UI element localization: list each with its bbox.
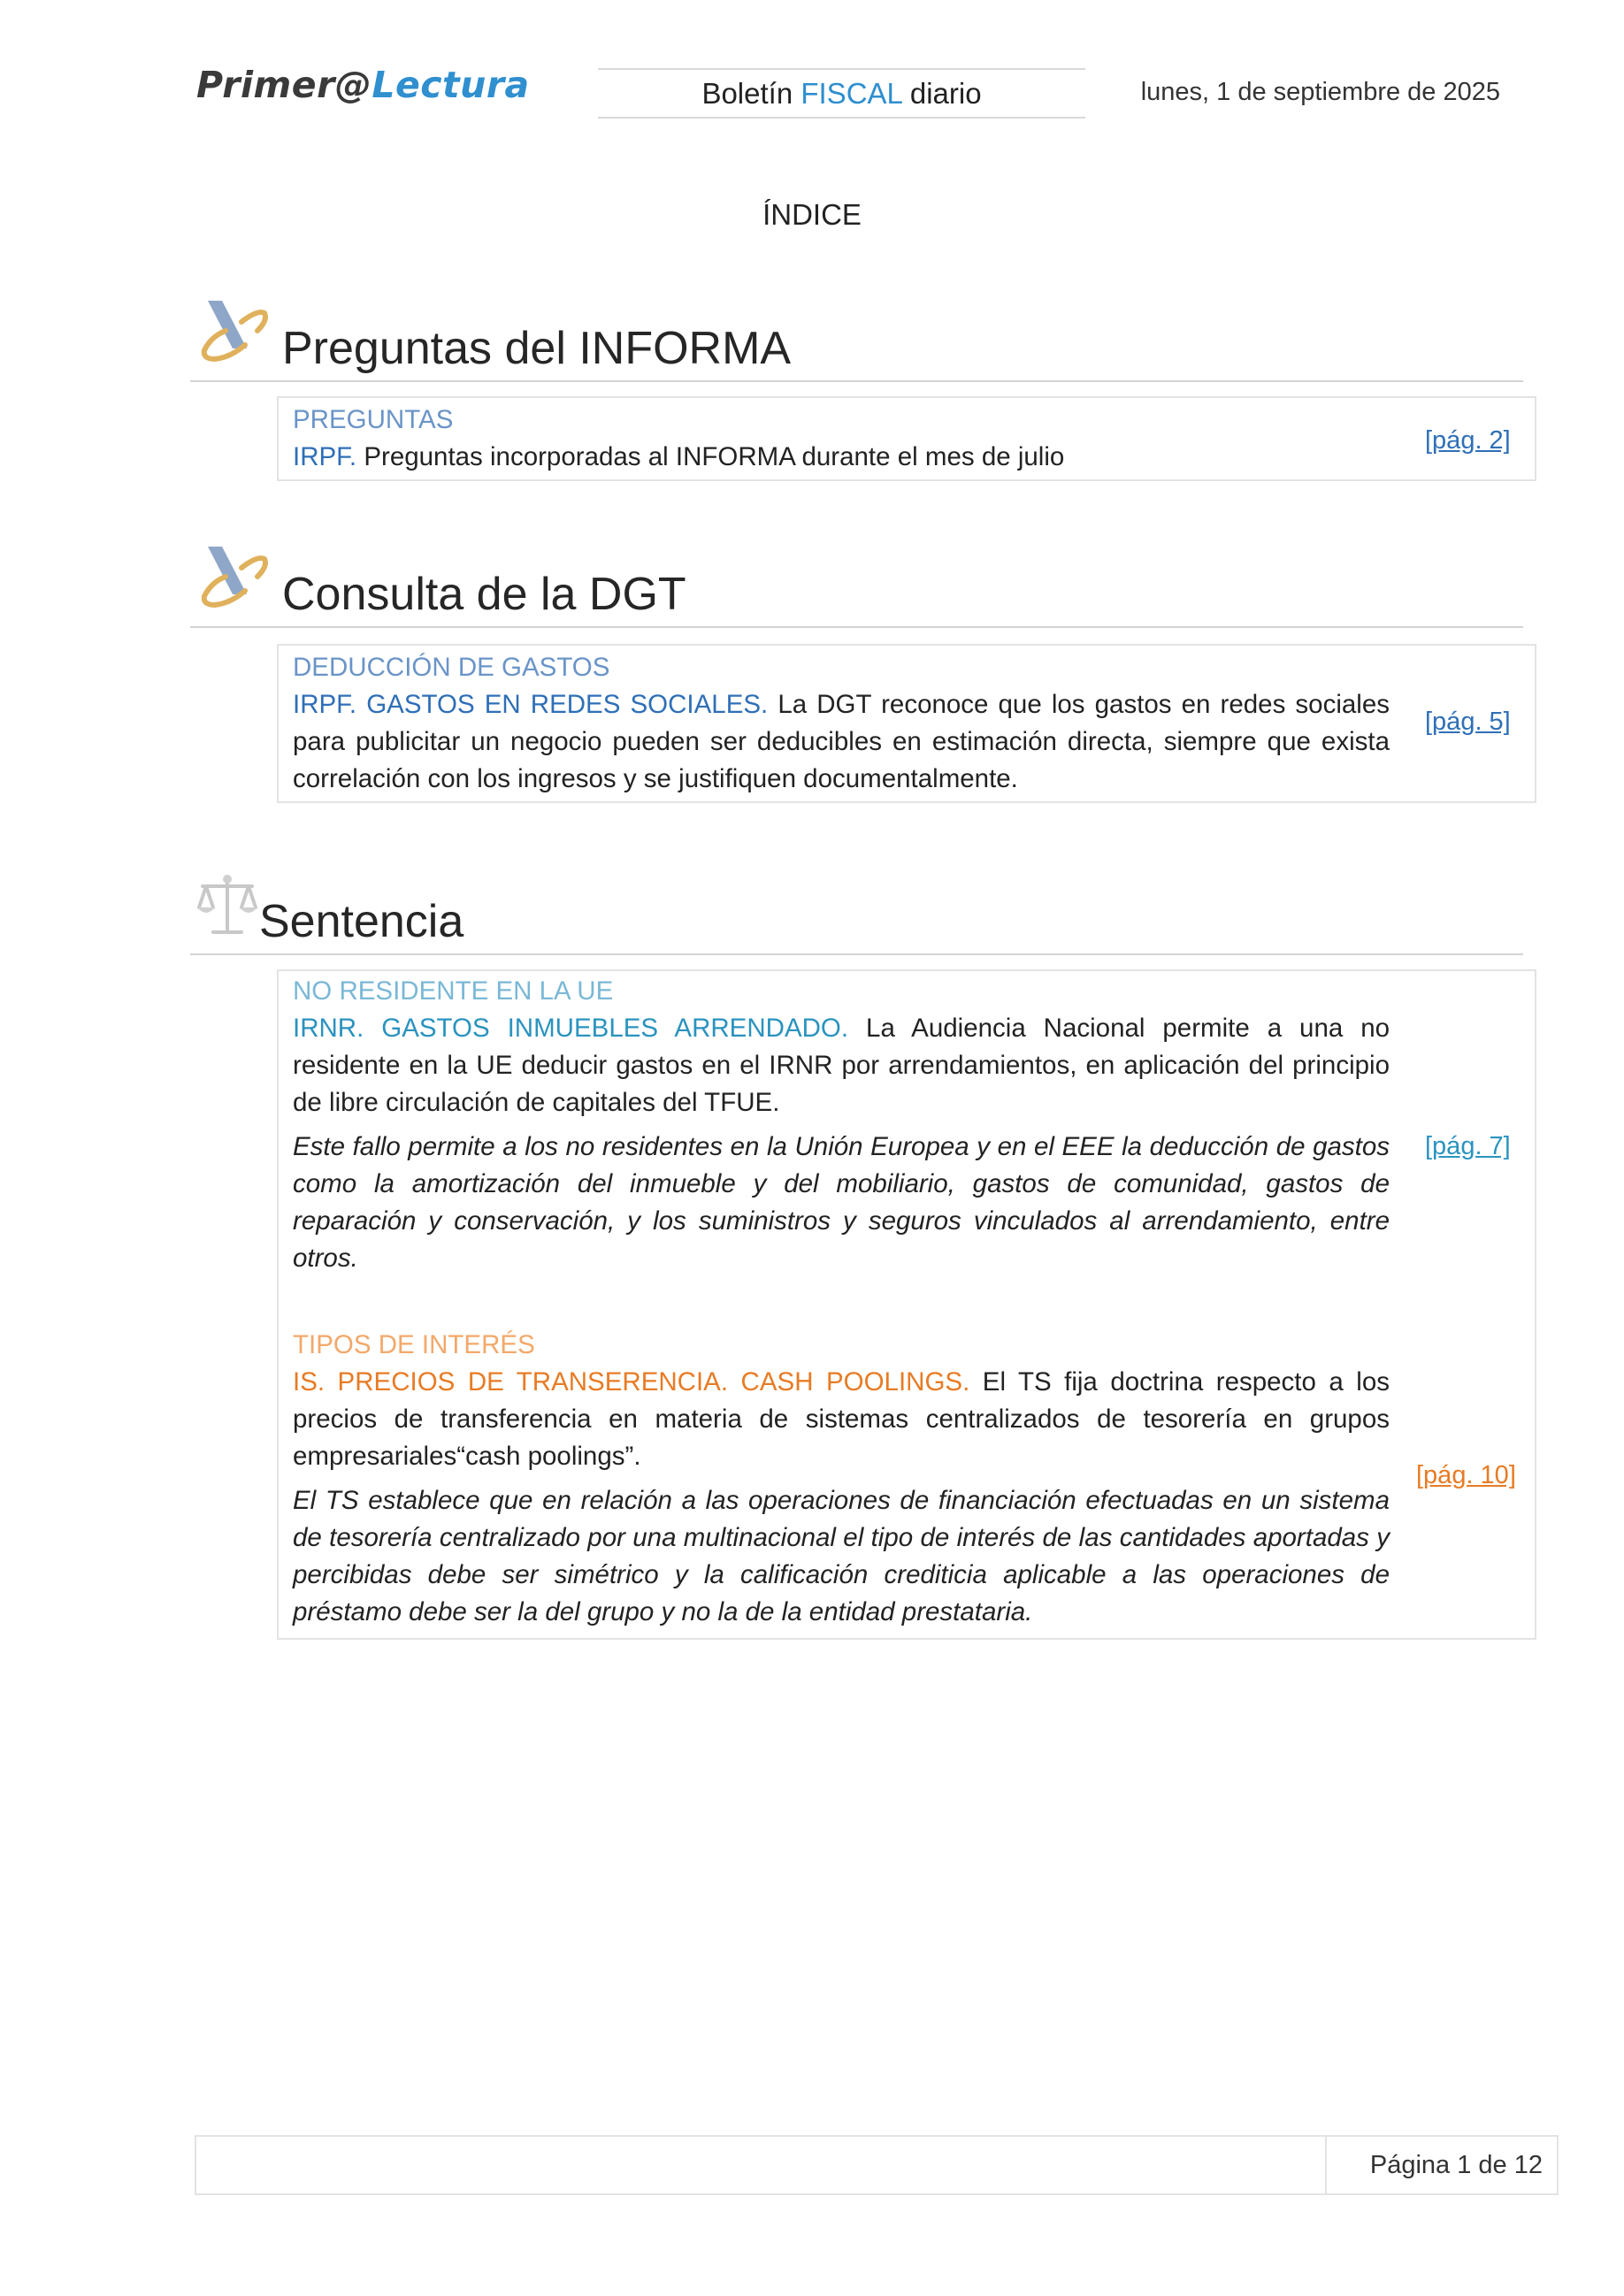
bulletin-title-pre: Boletín — [701, 77, 801, 110]
index-entry — [293, 649, 1390, 798]
bulletin-date: lunes, 1 de septiembre de 2025 — [1140, 78, 1500, 106]
entry-description — [293, 686, 1390, 798]
bulletin-title — [598, 68, 1085, 119]
footer-divider — [1325, 2137, 1327, 2193]
entry-box-dgt — [277, 644, 1536, 803]
bulletin-title-accent: FISCAL — [801, 77, 902, 110]
page-link[interactable]: [pág. 5] — [1425, 708, 1511, 736]
page-link[interactable]: [pág. 7] — [1425, 1132, 1511, 1160]
section-sentencia-header — [190, 865, 1523, 955]
entry-description — [293, 1010, 1390, 1121]
entry-summary: Este fallo permite a los no residentes en la Unión Europea y en el EEE la deducción de gastos como la amortización del inmueble y del mobiliario, gastos de comunidad, gastos de reparación y conservación, y los suministros y seguros vinculados al arrendamiento, entre otros. — [293, 1132, 1390, 1273]
entry-description — [293, 1364, 1390, 1475]
logo-accent-text: Lectura — [372, 64, 530, 106]
entry-category: DEDUCCIÓN DE GASTOS — [293, 653, 610, 682]
entry-lead: IRPF. — [293, 442, 357, 471]
section-informa-title: Preguntas del INFORMA — [282, 323, 792, 374]
entry-text: La Audiencia Nacional permite a una no residente en la UE deducir gastos en el IRNR por arrendamientos, en aplicación del principio de libre circulación de capitales del TFUE. — [293, 1014, 1390, 1117]
page-link[interactable]: [pág. 10] — [1416, 1461, 1516, 1489]
entry-lead: IRPF. GASTOS EN REDES SOCIALES. — [293, 690, 769, 719]
page-footer — [195, 2135, 1559, 2195]
scales-of-justice-icon — [195, 872, 259, 939]
entry-box-sentencia — [277, 969, 1536, 1640]
entry-summary: El TS establece que en relación a las operaciones de financiación efectuadas en un sistema de tesorería centralizado por una multinacional el tipo de interés de las cantidades aportadas y percibidas debe ser simétrico y la calificación crediticia aplicable a las operaciones de préstamo debe ser la del grupo y no la de la entidad prestataria. — [293, 1486, 1390, 1626]
aeat-logo-icon — [195, 295, 270, 366]
page-link[interactable]: [pág. 2] — [1425, 426, 1511, 455]
index-entry — [293, 1327, 1390, 1631]
section-dgt-header — [190, 538, 1523, 628]
entry-lead: IS. PRECIOS DE TRANSERENCIA. CASH POOLINGS. — [293, 1367, 970, 1397]
entry-category: NO RESIDENTE EN LA UE — [293, 976, 614, 1006]
logo-main-text: Primer@ — [196, 64, 372, 106]
page-number: Página 1 de 12 — [1369, 2151, 1543, 2179]
entry-category: TIPOS DE INTERÉS — [293, 1330, 535, 1359]
brand-logo — [196, 64, 530, 106]
section-informa-header — [190, 290, 1523, 382]
bulletin-title-post: diario — [901, 77, 982, 110]
entry-lead: IRNR. GASTOS INMUEBLES ARRENDADO. — [293, 1014, 849, 1043]
section-dgt-title: Consulta de la DGT — [282, 569, 686, 620]
entry-text: Preguntas incorporadas al INFORMA durante el mes de julio — [356, 442, 1065, 471]
entry-description — [293, 439, 1390, 476]
aeat-logo-icon — [195, 541, 270, 612]
entry-box-informa — [277, 396, 1536, 481]
index-entry — [293, 973, 1390, 1277]
index-title: ÍNDICE — [762, 198, 862, 231]
index-entry — [293, 402, 1390, 476]
entry-text: La DGT reconoce que los gastos en redes sociales para publicitar un negocio pueden ser deducibles en estimación directa, siempre que exista correlación con los ingresos y se justifiquen documentalmente. — [293, 690, 1390, 793]
entry-text: El TS fija doctrina respecto a los precios de transferencia en materia de sistemas centralizados de tesorería en grupos empresariales“cash poolings”. — [293, 1367, 1390, 1471]
entry-category: PREGUNTAS — [293, 405, 454, 434]
section-sentencia-title: Sentencia — [259, 896, 464, 947]
